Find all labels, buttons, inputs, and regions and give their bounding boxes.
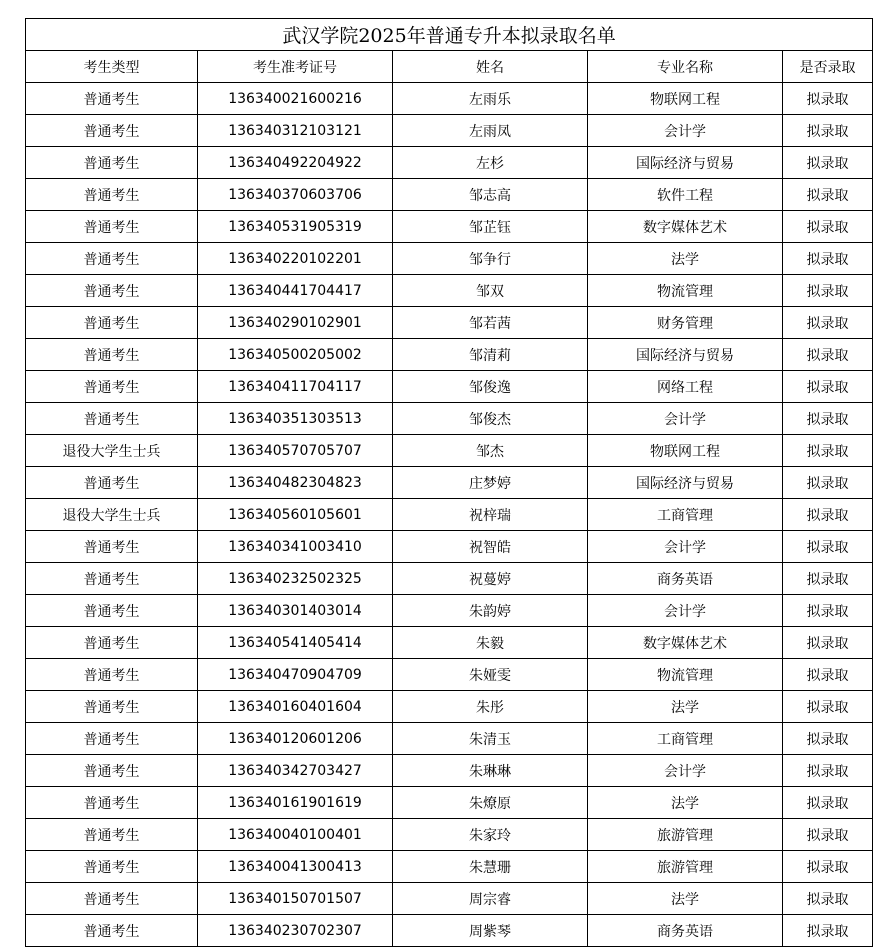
cell-type: 普通考生 — [26, 755, 198, 787]
cell-name: 周宗睿 — [393, 883, 588, 915]
table-row — [26, 659, 873, 691]
cell-type: 普通考生 — [26, 403, 198, 435]
table-row — [26, 563, 873, 595]
cell-major: 数字媒体艺术 — [588, 627, 783, 659]
cell-admitted: 拟录取 — [783, 179, 873, 211]
cell-name: 祝智皓 — [393, 531, 588, 563]
table-row — [26, 723, 873, 755]
table-row — [26, 627, 873, 659]
table-row — [26, 467, 873, 499]
cell-name: 朱毅 — [393, 627, 588, 659]
cell-admitted: 拟录取 — [783, 915, 873, 947]
cell-name: 祝蔓婷 — [393, 563, 588, 595]
table-row — [26, 307, 873, 339]
cell-name: 朱清玉 — [393, 723, 588, 755]
cell-admitted: 拟录取 — [783, 755, 873, 787]
cell-exam-id: 136340220102201 — [198, 243, 393, 275]
column-header-major: 专业名称 — [588, 51, 783, 83]
cell-type: 普通考生 — [26, 243, 198, 275]
cell-exam-id: 136340021600216 — [198, 83, 393, 115]
cell-name: 周紫琴 — [393, 915, 588, 947]
cell-type: 普通考生 — [26, 723, 198, 755]
cell-type: 退役大学生士兵 — [26, 435, 198, 467]
cell-type: 退役大学生士兵 — [26, 499, 198, 531]
cell-type: 普通考生 — [26, 531, 198, 563]
cell-name: 朱彤 — [393, 691, 588, 723]
table-row — [26, 211, 873, 243]
cell-admitted: 拟录取 — [783, 531, 873, 563]
cell-major: 国际经济与贸易 — [588, 467, 783, 499]
cell-type: 普通考生 — [26, 883, 198, 915]
page-title: 武汉学院2025年普通专升本拟录取名单 — [26, 19, 873, 51]
cell-admitted: 拟录取 — [783, 243, 873, 275]
cell-type: 普通考生 — [26, 851, 198, 883]
cell-exam-id: 136340312103121 — [198, 115, 393, 147]
cell-exam-id: 136340570705707 — [198, 435, 393, 467]
cell-admitted: 拟录取 — [783, 691, 873, 723]
cell-exam-id: 136340150701507 — [198, 883, 393, 915]
cell-admitted: 拟录取 — [783, 211, 873, 243]
cell-exam-id: 136340040100401 — [198, 819, 393, 851]
cell-type: 普通考生 — [26, 339, 198, 371]
cell-exam-id: 136340492204922 — [198, 147, 393, 179]
cell-admitted: 拟录取 — [783, 371, 873, 403]
cell-name: 朱慧珊 — [393, 851, 588, 883]
cell-exam-id: 136340482304823 — [198, 467, 393, 499]
table-row — [26, 915, 873, 947]
table-row — [26, 83, 873, 115]
cell-name: 邹俊逸 — [393, 371, 588, 403]
cell-type: 普通考生 — [26, 147, 198, 179]
cell-admitted: 拟录取 — [783, 275, 873, 307]
cell-name: 朱娅雯 — [393, 659, 588, 691]
cell-major: 旅游管理 — [588, 819, 783, 851]
cell-major: 财务管理 — [588, 307, 783, 339]
cell-major: 会计学 — [588, 531, 783, 563]
cell-exam-id: 136340161901619 — [198, 787, 393, 819]
cell-exam-id: 136340370603706 — [198, 179, 393, 211]
cell-name: 朱燎原 — [393, 787, 588, 819]
table-row — [26, 883, 873, 915]
cell-exam-id: 136340041300413 — [198, 851, 393, 883]
cell-type: 普通考生 — [26, 659, 198, 691]
cell-type: 普通考生 — [26, 371, 198, 403]
cell-major: 物流管理 — [588, 275, 783, 307]
table-row — [26, 371, 873, 403]
cell-major: 网络工程 — [588, 371, 783, 403]
cell-admitted: 拟录取 — [783, 595, 873, 627]
table-row — [26, 339, 873, 371]
cell-admitted: 拟录取 — [783, 499, 873, 531]
cell-admitted: 拟录取 — [783, 403, 873, 435]
cell-admitted: 拟录取 — [783, 83, 873, 115]
cell-exam-id: 136340232502325 — [198, 563, 393, 595]
cell-major: 软件工程 — [588, 179, 783, 211]
header-row — [26, 51, 873, 83]
cell-name: 左杉 — [393, 147, 588, 179]
cell-admitted: 拟录取 — [783, 851, 873, 883]
cell-type: 普通考生 — [26, 179, 198, 211]
cell-major: 法学 — [588, 883, 783, 915]
cell-name: 左雨乐 — [393, 83, 588, 115]
cell-exam-id: 136340290102901 — [198, 307, 393, 339]
cell-exam-id: 136340301403014 — [198, 595, 393, 627]
cell-exam-id: 136340230702307 — [198, 915, 393, 947]
cell-exam-id: 136340541405414 — [198, 627, 393, 659]
cell-exam-id: 136340531905319 — [198, 211, 393, 243]
cell-admitted: 拟录取 — [783, 147, 873, 179]
cell-major: 法学 — [588, 691, 783, 723]
cell-name: 邹俊杰 — [393, 403, 588, 435]
cell-major: 会计学 — [588, 755, 783, 787]
table-row — [26, 243, 873, 275]
column-header-admitted: 是否录取 — [783, 51, 873, 83]
cell-exam-id: 136340120601206 — [198, 723, 393, 755]
cell-type: 普通考生 — [26, 307, 198, 339]
cell-major: 工商管理 — [588, 499, 783, 531]
cell-name: 朱琳琳 — [393, 755, 588, 787]
cell-major: 法学 — [588, 787, 783, 819]
table-row — [26, 531, 873, 563]
table-row — [26, 275, 873, 307]
cell-type: 普通考生 — [26, 627, 198, 659]
cell-major: 会计学 — [588, 115, 783, 147]
cell-name: 邹双 — [393, 275, 588, 307]
cell-admitted: 拟录取 — [783, 339, 873, 371]
table-row — [26, 819, 873, 851]
cell-exam-id: 136340441704417 — [198, 275, 393, 307]
table-row — [26, 691, 873, 723]
cell-name: 庄梦婷 — [393, 467, 588, 499]
cell-name: 朱家玲 — [393, 819, 588, 851]
cell-admitted: 拟录取 — [783, 435, 873, 467]
cell-type: 普通考生 — [26, 819, 198, 851]
cell-major: 物联网工程 — [588, 83, 783, 115]
cell-type: 普通考生 — [26, 275, 198, 307]
cell-type: 普通考生 — [26, 467, 198, 499]
cell-exam-id: 136340411704117 — [198, 371, 393, 403]
cell-admitted: 拟录取 — [783, 819, 873, 851]
cell-admitted: 拟录取 — [783, 883, 873, 915]
cell-type: 普通考生 — [26, 691, 198, 723]
table-row — [26, 179, 873, 211]
cell-type: 普通考生 — [26, 211, 198, 243]
table-row — [26, 435, 873, 467]
cell-major: 商务英语 — [588, 563, 783, 595]
cell-name: 祝梓瑞 — [393, 499, 588, 531]
cell-major: 物流管理 — [588, 659, 783, 691]
cell-major: 国际经济与贸易 — [588, 339, 783, 371]
cell-major: 商务英语 — [588, 915, 783, 947]
cell-exam-id: 136340341003410 — [198, 531, 393, 563]
cell-type: 普通考生 — [26, 787, 198, 819]
cell-admitted: 拟录取 — [783, 787, 873, 819]
cell-major: 工商管理 — [588, 723, 783, 755]
cell-type: 普通考生 — [26, 563, 198, 595]
table-body — [26, 83, 873, 947]
cell-admitted: 拟录取 — [783, 723, 873, 755]
cell-name: 邹芷钰 — [393, 211, 588, 243]
cell-name: 邹若茜 — [393, 307, 588, 339]
cell-exam-id: 136340500205002 — [198, 339, 393, 371]
cell-admitted: 拟录取 — [783, 563, 873, 595]
table-row — [26, 851, 873, 883]
cell-major: 国际经济与贸易 — [588, 147, 783, 179]
cell-exam-id: 136340160401604 — [198, 691, 393, 723]
cell-type: 普通考生 — [26, 595, 198, 627]
column-header-name: 姓名 — [393, 51, 588, 83]
cell-admitted: 拟录取 — [783, 627, 873, 659]
cell-major: 数字媒体艺术 — [588, 211, 783, 243]
cell-name: 朱韵婷 — [393, 595, 588, 627]
cell-major: 会计学 — [588, 403, 783, 435]
table-row — [26, 595, 873, 627]
cell-name: 邹争行 — [393, 243, 588, 275]
cell-admitted: 拟录取 — [783, 659, 873, 691]
cell-exam-id: 136340560105601 — [198, 499, 393, 531]
cell-type: 普通考生 — [26, 115, 198, 147]
title-row — [26, 19, 873, 51]
cell-name: 邹志高 — [393, 179, 588, 211]
cell-admitted: 拟录取 — [783, 307, 873, 339]
cell-name: 邹清莉 — [393, 339, 588, 371]
cell-exam-id: 136340470904709 — [198, 659, 393, 691]
table-row — [26, 403, 873, 435]
cell-type: 普通考生 — [26, 83, 198, 115]
table-row — [26, 787, 873, 819]
cell-major: 会计学 — [588, 595, 783, 627]
cell-major: 旅游管理 — [588, 851, 783, 883]
cell-exam-id: 136340342703427 — [198, 755, 393, 787]
table-row — [26, 755, 873, 787]
column-header-type: 考生类型 — [26, 51, 198, 83]
cell-major: 物联网工程 — [588, 435, 783, 467]
cell-admitted: 拟录取 — [783, 467, 873, 499]
cell-name: 左雨凤 — [393, 115, 588, 147]
cell-admitted: 拟录取 — [783, 115, 873, 147]
cell-name: 邹杰 — [393, 435, 588, 467]
cell-type: 普通考生 — [26, 915, 198, 947]
admission-list-table — [25, 18, 873, 947]
table-row — [26, 499, 873, 531]
cell-major: 法学 — [588, 243, 783, 275]
column-header-exam-id: 考生准考证号 — [198, 51, 393, 83]
cell-exam-id: 136340351303513 — [198, 403, 393, 435]
table-row — [26, 147, 873, 179]
table-row — [26, 115, 873, 147]
